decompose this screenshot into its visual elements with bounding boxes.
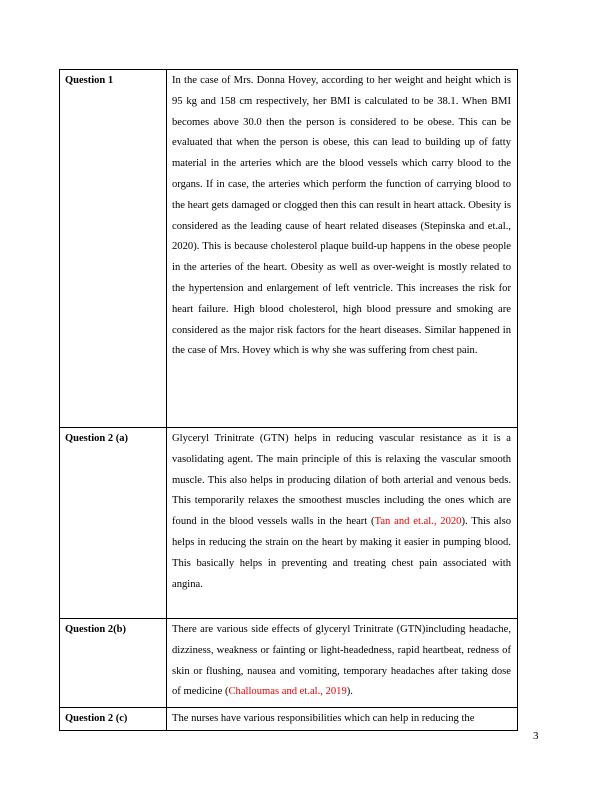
answer-text [167,619,518,708]
table-row [60,70,518,428]
answer-text: In the case of Mrs. Donna Hovey, according to her weight and height which is 95 kg and 158 cm respectively, her BMI is calculated to be 38.1. When BMI becomes above 30.0 then the person is considered to be obese. This can be evaluated that when the person is obese, this can lead to building up of fatty material in the arteries which are the blood vessels which carry blood to the organs. If in case, the arteries which perform the function of carrying blood to the heart gets damaged or clogged then this can result in heart attack. Obesity is considered as the leading cause of heart related diseases (Stepinska and et.al., 2020). This is because cholesterol plaque build-up happens in the obese people in the arteries of the heart. Obesity as well as over-weight is mostly related to the hypertension and enlargement of left ventricle. This increases the risk for heart failure. High blood cholesterol, high blood pressure and smoking are considered as the major risk factors for the heart diseases. Similar happened in the case of Mrs. Hovey which is why she was suffering from chest pain. [167,70,518,428]
question-label: Question 1 [60,70,167,428]
question-label: Question 2 (c) [60,708,167,731]
qa-table [59,69,518,731]
citation: Challoumas and et.al., 2019 [228,686,347,698]
table-row [60,428,518,619]
question-label: Question 2(b) [60,619,167,708]
answer-text-part: Glyceryl Trinitrate (GTN) helps in reducing vascular resistance as it is a vasolidating agent. The main principle of this is relaxing the vascular smooth muscle. This also helps in producing dilation of both arterial and venous beds. This temporarily relaxes the smoothest muscles including the ones which are found in the blood vessels walls in the heart ( [172,433,511,528]
table-row [60,619,518,708]
question-label: Question 2 (a) [60,428,167,619]
citation: Tan and et.al., 2020 [374,516,462,528]
answer-text-part: ). [346,686,353,698]
answer-text: The nurses have various responsibilities which can help in reducing the [167,708,518,731]
answer-text [167,428,518,619]
answer-text-part: There are various side effects of glyceryl Trinitrate (GTN)including headache, dizziness, weakness or fainting or light-headedness, rapid heartbeat, redness of skin or flushing, nausea and vomiting, temporary headaches after taking dose of medicine ( [172,624,511,698]
page-number: 3 [533,730,539,742]
answer-text-part: ). This also helps in reducing the strain on the heart by making it easier in pumping blood. This basically helps in preventing and treating chest pain associated with angina. [172,516,511,590]
table-row [60,708,518,731]
